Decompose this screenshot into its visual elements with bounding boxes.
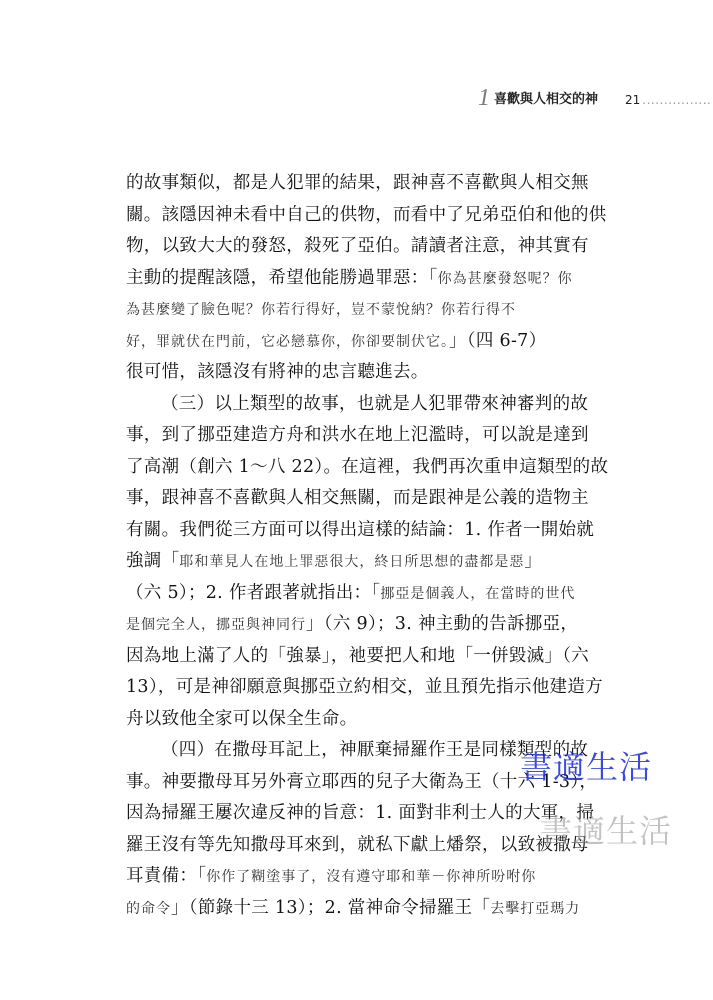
text-segment: 強調「 — [126, 551, 180, 571]
text-segment: 了高潮（創六 1～八 22）。在這裡，我們再次重申這類型的故 — [126, 456, 609, 477]
text-line — [126, 641, 596, 673]
text-line — [126, 294, 596, 326]
text-line — [126, 200, 607, 232]
text-segment: 主動的提醒該隱，希望他能勝過罪惡：「 — [126, 267, 438, 288]
text-segment: 」（六 9）；3. 神主動的告訴挪亞， — [306, 614, 579, 634]
text-line — [126, 830, 596, 862]
text-segment: 事，到了挪亞建造方舟和洪水在地上氾濫時，可以說是達到 — [126, 425, 589, 445]
text-segment: 耳責備：「 — [126, 866, 207, 886]
scripture-quote: 你為甚麼發怒呢？你 — [437, 270, 573, 287]
text-segment: 」（節錄十三 13）；2. 當神命令掃羅王「 — [171, 897, 491, 918]
text-segment: 很可惜，該隱沒有將神的忠言聽進去。 — [126, 362, 429, 382]
text-line — [126, 357, 596, 389]
text-segment: 因為地上滿了人的「強暴」，祂要把人和地「一併毀滅」（六 — [126, 645, 590, 666]
text-line — [126, 578, 596, 610]
text-line — [126, 420, 596, 452]
text-segment: 事，跟神喜不喜歡與人相交無關，而是跟神是公義的造物主 — [126, 488, 589, 508]
text-line — [126, 452, 609, 484]
text-segment: 關。該隱因神未看中自己的供物，而看中了兄弟亞伯和他的供 — [126, 204, 607, 225]
watermark-secondary: 書適生活 — [540, 812, 673, 850]
text-segment: 舟以致他全家可以保全生命。 — [126, 708, 358, 729]
scripture-quote: 為甚麼變了臉色呢？你若行得好，豈不蒙悅納？你若行得不 — [126, 302, 516, 318]
text-segment: （六 5）；2. 作者跟著就指出：「 — [126, 582, 381, 603]
chapter-number: 1 — [478, 85, 490, 111]
text-line — [126, 231, 596, 263]
text-segment: 羅王沒有等先知撒母耳來到，就私下獻上燔祭，以致被撒母 — [126, 834, 589, 855]
text-line — [126, 893, 596, 925]
scripture-quote: 你作了糊塗事了，沒有遵守耶和華－你神所吩咐你 — [206, 869, 537, 885]
text-segment: （三）以上類型的故事，也就是人犯罪帶來神審判的故 — [161, 393, 589, 414]
scripture-quote: 耶和華見人在地上罪惡很大，終日所思想的盡都是惡 — [179, 554, 525, 570]
text-line — [126, 798, 596, 830]
text-line — [126, 861, 596, 893]
scripture-quote: 好，罪就伏在門前，它必戀慕你，你卻要制伏它。 — [126, 333, 449, 350]
text-segment: 的故事類似，都是人犯罪的結果，跟神喜不喜歡與人相交無 — [126, 173, 589, 193]
page-number: 21 — [625, 93, 641, 107]
text-line — [126, 546, 596, 578]
text-line — [126, 672, 603, 704]
scripture-quote: 去擊打亞瑪力 — [490, 900, 581, 917]
text-line — [126, 515, 596, 547]
running-header — [440, 85, 713, 111]
text-line — [126, 704, 596, 736]
text-line — [126, 609, 596, 641]
text-line — [126, 326, 596, 358]
text-line — [126, 389, 596, 421]
text-segment: 13），可是神卻願意與挪亞立約相交，並且預先指示他建造方 — [126, 677, 603, 697]
text-segment: 」 — [524, 551, 543, 571]
chapter-title: 喜歡與人相交的神 — [494, 92, 599, 107]
watermark-primary: 書適生活 — [520, 748, 653, 786]
text-line — [126, 263, 596, 295]
text-segment: 有關。我們從三方面可以得出這樣的結論：1. 作者一開始就 — [126, 519, 595, 540]
text-line — [126, 483, 596, 515]
scripture-quote: 的命令 — [126, 900, 171, 917]
text-segment: 」（四 6-7） — [449, 330, 547, 351]
text-segment: （四）在撒母耳記上，神厭棄掃羅作王是同樣類型的故 — [161, 740, 589, 760]
text-segment: 物，以致大大的發怒，殺死了亞伯。請讀者注意，神其實有 — [126, 236, 589, 256]
scripture-quote: 是個完全人，挪亞與神同行 — [126, 617, 306, 633]
text-line — [126, 168, 596, 200]
scripture-quote: 挪亞是個義人，在當時的世代 — [380, 585, 576, 602]
leader-dots: ................ — [642, 93, 712, 107]
text-segment: 因為掃羅王屢次違反神的旨意：1. 面對非利士人的大軍，掃 — [126, 803, 595, 823]
text-segment: 事。神要撒母耳另外膏立耶西的兒子大衛為王（十六 1-3）， — [126, 771, 598, 792]
